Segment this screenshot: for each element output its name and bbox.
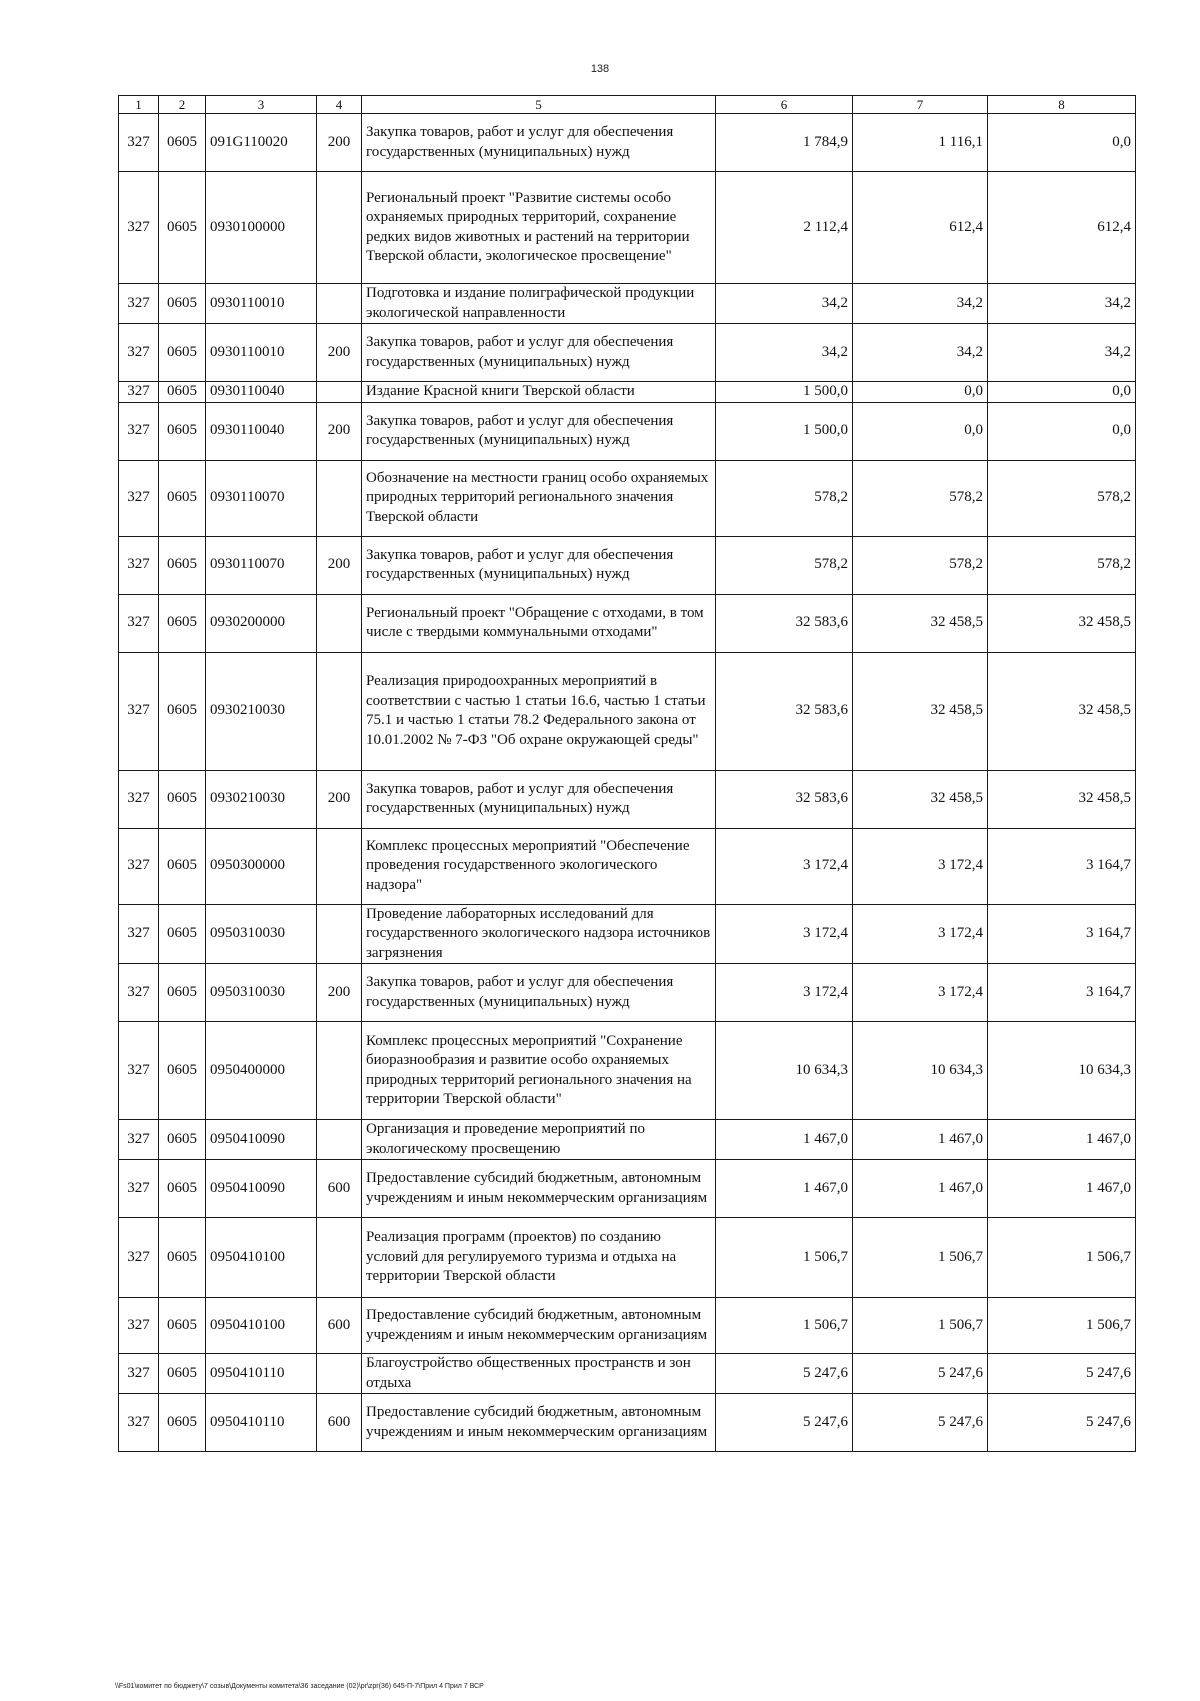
- cell-amount-col6: 578,2: [716, 460, 853, 536]
- cell-description: Предоставление субсидий бюджетным, автономным учреждениям и иным некоммерческим организациям: [362, 1160, 716, 1218]
- cell-amount-col6: 10 634,3: [716, 1022, 853, 1120]
- table-row: [119, 1160, 1136, 1218]
- table-row: [119, 1298, 1136, 1354]
- cell-expense-type: [317, 1120, 362, 1160]
- cell-expense-type: 200: [317, 536, 362, 594]
- cell-chapter-code: 327: [119, 1160, 159, 1218]
- cell-amount-col7: 32 458,5: [853, 770, 988, 828]
- cell-amount-col7: 1 467,0: [853, 1160, 988, 1218]
- column-header-6: 6: [716, 96, 853, 114]
- cell-amount-col8: 5 247,6: [988, 1354, 1136, 1394]
- cell-chapter-code: 327: [119, 460, 159, 536]
- cell-description: Издание Красной книги Тверской области: [362, 382, 716, 403]
- cell-expense-type: 200: [317, 324, 362, 382]
- cell-chapter-code: 327: [119, 1394, 159, 1452]
- table-row: [119, 1218, 1136, 1298]
- cell-section-code: 0605: [159, 284, 206, 324]
- cell-amount-col6: 1 506,7: [716, 1218, 853, 1298]
- cell-description: Закупка товаров, работ и услуг для обеспечения государственных (муниципальных) нужд: [362, 536, 716, 594]
- cell-amount-col8: 3 164,7: [988, 964, 1136, 1022]
- cell-expense-type: [317, 1022, 362, 1120]
- cell-amount-col7: 3 172,4: [853, 904, 988, 964]
- cell-section-code: 0605: [159, 594, 206, 652]
- column-header-3: 3: [206, 96, 317, 114]
- cell-amount-col7: 3 172,4: [853, 964, 988, 1022]
- cell-target-article: 0950410110: [206, 1394, 317, 1452]
- cell-section-code: 0605: [159, 536, 206, 594]
- cell-amount-col7: 0,0: [853, 402, 988, 460]
- cell-target-article: 0930210030: [206, 652, 317, 770]
- cell-amount-col8: 3 164,7: [988, 828, 1136, 904]
- cell-description: Предоставление субсидий бюджетным, автономным учреждениям и иным некоммерческим организациям: [362, 1298, 716, 1354]
- cell-target-article: 0950410100: [206, 1298, 317, 1354]
- cell-amount-col6: 32 583,6: [716, 770, 853, 828]
- cell-amount-col6: 1 467,0: [716, 1160, 853, 1218]
- cell-amount-col6: 3 172,4: [716, 904, 853, 964]
- cell-target-article: 0950410090: [206, 1160, 317, 1218]
- cell-target-article: 0930110070: [206, 460, 317, 536]
- cell-description: Реализация программ (проектов) по созданию условий для регулируемого туризма и отдыха на территории Тверской области: [362, 1218, 716, 1298]
- cell-amount-col8: 578,2: [988, 536, 1136, 594]
- column-header-1: 1: [119, 96, 159, 114]
- cell-amount-col7: 578,2: [853, 536, 988, 594]
- cell-expense-type: [317, 828, 362, 904]
- cell-chapter-code: 327: [119, 1022, 159, 1120]
- cell-description: Реализация природоохранных мероприятий в соответствии с частью 1 статьи 16.6, частью 1 статьи 75.1 и частью 1 статьи 78.2 Федерального закона от 10.01.2002 № 7-ФЗ "Об охране окружающей среды": [362, 652, 716, 770]
- cell-target-article: 0950410090: [206, 1120, 317, 1160]
- cell-chapter-code: 327: [119, 1218, 159, 1298]
- cell-description: Проведение лабораторных исследований для государственного экологического надзора источников загрязнения: [362, 904, 716, 964]
- table-row: [119, 114, 1136, 172]
- cell-amount-col7: 1 506,7: [853, 1298, 988, 1354]
- cell-amount-col7: 1 116,1: [853, 114, 988, 172]
- cell-expense-type: [317, 172, 362, 284]
- cell-expense-type: [317, 284, 362, 324]
- cell-target-article: 0950410100: [206, 1218, 317, 1298]
- cell-description: Комплекс процессных мероприятий "Сохранение биоразнообразия и развитие особо охраняемых природных территорий регионального значения на территории Тверской области": [362, 1022, 716, 1120]
- cell-amount-col6: 34,2: [716, 284, 853, 324]
- cell-expense-type: [317, 594, 362, 652]
- cell-description: Обозначение на местности границ особо охраняемых природных территорий регионального значения Тверской области: [362, 460, 716, 536]
- cell-description: Закупка товаров, работ и услуг для обеспечения государственных (муниципальных) нужд: [362, 402, 716, 460]
- table-row: [119, 402, 1136, 460]
- cell-expense-type: [317, 460, 362, 536]
- cell-amount-col8: 34,2: [988, 284, 1136, 324]
- cell-amount-col7: 34,2: [853, 324, 988, 382]
- cell-description: Региональный проект "Обращение с отходами, в том числе с твердыми коммунальными отходами": [362, 594, 716, 652]
- cell-section-code: 0605: [159, 1394, 206, 1452]
- table-row: [119, 284, 1136, 324]
- table-row: [119, 460, 1136, 536]
- cell-description: Закупка товаров, работ и услуг для обеспечения государственных (муниципальных) нужд: [362, 964, 716, 1022]
- cell-chapter-code: 327: [119, 904, 159, 964]
- cell-description: Комплекс процессных мероприятий "Обеспечение проведения государственного экологического надзора": [362, 828, 716, 904]
- cell-expense-type: 600: [317, 1394, 362, 1452]
- cell-amount-col7: 0,0: [853, 382, 988, 403]
- column-header-4: 4: [317, 96, 362, 114]
- cell-amount-col7: 32 458,5: [853, 594, 988, 652]
- cell-amount-col8: 10 634,3: [988, 1022, 1136, 1120]
- cell-target-article: 0950310030: [206, 904, 317, 964]
- cell-amount-col6: 1 500,0: [716, 382, 853, 403]
- table-row: [119, 770, 1136, 828]
- cell-description: Организация и проведение мероприятий по экологическому просвещению: [362, 1120, 716, 1160]
- cell-amount-col6: 1 500,0: [716, 402, 853, 460]
- table-row: [119, 536, 1136, 594]
- cell-description: Региональный проект "Развитие системы особо охраняемых природных территорий, сохранение редких видов животных и растений на территории Тверской области, экологическое просвещение": [362, 172, 716, 284]
- cell-chapter-code: 327: [119, 382, 159, 403]
- cell-expense-type: [317, 1354, 362, 1394]
- cell-chapter-code: 327: [119, 284, 159, 324]
- column-header-7: 7: [853, 96, 988, 114]
- table-row: [119, 382, 1136, 403]
- cell-chapter-code: 327: [119, 1298, 159, 1354]
- cell-section-code: 0605: [159, 402, 206, 460]
- cell-section-code: 0605: [159, 1120, 206, 1160]
- cell-amount-col6: 5 247,6: [716, 1394, 853, 1452]
- cell-chapter-code: 327: [119, 402, 159, 460]
- cell-chapter-code: 327: [119, 172, 159, 284]
- cell-amount-col6: 34,2: [716, 324, 853, 382]
- cell-section-code: 0605: [159, 652, 206, 770]
- cell-amount-col7: 32 458,5: [853, 652, 988, 770]
- cell-target-article: 0930110010: [206, 284, 317, 324]
- cell-amount-col8: 5 247,6: [988, 1394, 1136, 1452]
- cell-section-code: 0605: [159, 382, 206, 403]
- cell-chapter-code: 327: [119, 114, 159, 172]
- cell-amount-col6: 1 467,0: [716, 1120, 853, 1160]
- cell-amount-col7: 612,4: [853, 172, 988, 284]
- cell-amount-col8: 1 467,0: [988, 1120, 1136, 1160]
- cell-amount-col8: 3 164,7: [988, 904, 1136, 964]
- cell-description: Закупка товаров, работ и услуг для обеспечения государственных (муниципальных) нужд: [362, 114, 716, 172]
- cell-amount-col8: 578,2: [988, 460, 1136, 536]
- table-row: [119, 594, 1136, 652]
- cell-expense-type: 200: [317, 770, 362, 828]
- cell-amount-col6: 2 112,4: [716, 172, 853, 284]
- cell-amount-col8: 1 506,7: [988, 1218, 1136, 1298]
- cell-section-code: 0605: [159, 1022, 206, 1120]
- cell-amount-col8: 1 467,0: [988, 1160, 1136, 1218]
- cell-amount-col6: 578,2: [716, 536, 853, 594]
- cell-amount-col8: 0,0: [988, 402, 1136, 460]
- budget-table: [118, 95, 1136, 1452]
- cell-amount-col8: 32 458,5: [988, 594, 1136, 652]
- cell-chapter-code: 327: [119, 828, 159, 904]
- cell-amount-col6: 3 172,4: [716, 828, 853, 904]
- cell-amount-col6: 3 172,4: [716, 964, 853, 1022]
- column-header-2: 2: [159, 96, 206, 114]
- cell-section-code: 0605: [159, 460, 206, 536]
- cell-amount-col8: 34,2: [988, 324, 1136, 382]
- cell-amount-col8: 0,0: [988, 114, 1136, 172]
- cell-chapter-code: 327: [119, 324, 159, 382]
- header-row: [119, 96, 1136, 114]
- cell-target-article: 0930110040: [206, 382, 317, 403]
- cell-amount-col7: 578,2: [853, 460, 988, 536]
- cell-expense-type: 600: [317, 1160, 362, 1218]
- column-header-8: 8: [988, 96, 1136, 114]
- cell-target-article: 0930210030: [206, 770, 317, 828]
- cell-chapter-code: 327: [119, 652, 159, 770]
- table-row: [119, 1120, 1136, 1160]
- cell-amount-col8: 32 458,5: [988, 770, 1136, 828]
- cell-target-article: 0930110040: [206, 402, 317, 460]
- table-row: [119, 1394, 1136, 1452]
- cell-section-code: 0605: [159, 324, 206, 382]
- cell-section-code: 0605: [159, 1218, 206, 1298]
- cell-amount-col7: 5 247,6: [853, 1394, 988, 1452]
- cell-section-code: 0605: [159, 1160, 206, 1218]
- cell-amount-col6: 1 784,9: [716, 114, 853, 172]
- cell-section-code: 0605: [159, 904, 206, 964]
- page-number: 138: [590, 63, 610, 75]
- cell-description: Закупка товаров, работ и услуг для обеспечения государственных (муниципальных) нужд: [362, 324, 716, 382]
- cell-amount-col8: 32 458,5: [988, 652, 1136, 770]
- cell-target-article: 0950310030: [206, 964, 317, 1022]
- table-row: [119, 1022, 1136, 1120]
- cell-section-code: 0605: [159, 1298, 206, 1354]
- cell-target-article: 0950410110: [206, 1354, 317, 1394]
- cell-section-code: 0605: [159, 964, 206, 1022]
- cell-amount-col8: 612,4: [988, 172, 1136, 284]
- cell-amount-col7: 5 247,6: [853, 1354, 988, 1394]
- cell-target-article: 091G110020: [206, 114, 317, 172]
- cell-chapter-code: 327: [119, 536, 159, 594]
- table-row: [119, 172, 1136, 284]
- cell-target-article: 0950400000: [206, 1022, 317, 1120]
- table-body: [119, 114, 1136, 1452]
- cell-target-article: 0950300000: [206, 828, 317, 904]
- table-row: [119, 324, 1136, 382]
- column-header-5: 5: [362, 96, 716, 114]
- cell-target-article: 0930110010: [206, 324, 317, 382]
- cell-chapter-code: 327: [119, 770, 159, 828]
- cell-chapter-code: 327: [119, 964, 159, 1022]
- cell-expense-type: 200: [317, 114, 362, 172]
- cell-expense-type: [317, 382, 362, 403]
- cell-target-article: 0930110070: [206, 536, 317, 594]
- cell-section-code: 0605: [159, 172, 206, 284]
- cell-section-code: 0605: [159, 114, 206, 172]
- cell-amount-col8: 0,0: [988, 382, 1136, 403]
- cell-expense-type: 200: [317, 964, 362, 1022]
- cell-amount-col6: 1 506,7: [716, 1298, 853, 1354]
- cell-expense-type: [317, 652, 362, 770]
- cell-amount-col6: 32 583,6: [716, 594, 853, 652]
- cell-target-article: 0930100000: [206, 172, 317, 284]
- cell-amount-col7: 3 172,4: [853, 828, 988, 904]
- cell-description: Предоставление субсидий бюджетным, автономным учреждениям и иным некоммерческим организациям: [362, 1394, 716, 1452]
- cell-section-code: 0605: [159, 1354, 206, 1394]
- cell-expense-type: [317, 904, 362, 964]
- cell-description: Благоустройство общественных пространств и зон отдыха: [362, 1354, 716, 1394]
- cell-amount-col6: 5 247,6: [716, 1354, 853, 1394]
- cell-description: Закупка товаров, работ и услуг для обеспечения государственных (муниципальных) нужд: [362, 770, 716, 828]
- cell-amount-col8: 1 506,7: [988, 1298, 1136, 1354]
- cell-expense-type: 600: [317, 1298, 362, 1354]
- table-row: [119, 964, 1136, 1022]
- cell-amount-col7: 1 467,0: [853, 1120, 988, 1160]
- cell-amount-col7: 1 506,7: [853, 1218, 988, 1298]
- table-row: [119, 1354, 1136, 1394]
- footer-file-path: \\Fs01\комитет по бюджету\7 созыв\Документы комитета\36 заседание (02)\pr\zpr(36) 645-П-7\Прил 4 Прил 7 ВСР: [115, 1683, 484, 1690]
- cell-target-article: 0930200000: [206, 594, 317, 652]
- table-row: [119, 652, 1136, 770]
- cell-amount-col6: 32 583,6: [716, 652, 853, 770]
- cell-expense-type: 200: [317, 402, 362, 460]
- cell-amount-col7: 10 634,3: [853, 1022, 988, 1120]
- cell-section-code: 0605: [159, 828, 206, 904]
- cell-chapter-code: 327: [119, 1354, 159, 1394]
- cell-amount-col7: 34,2: [853, 284, 988, 324]
- table-row: [119, 828, 1136, 904]
- cell-expense-type: [317, 1218, 362, 1298]
- table-row: [119, 904, 1136, 964]
- cell-chapter-code: 327: [119, 1120, 159, 1160]
- cell-chapter-code: 327: [119, 594, 159, 652]
- cell-description: Подготовка и издание полиграфической продукции экологической направленности: [362, 284, 716, 324]
- cell-section-code: 0605: [159, 770, 206, 828]
